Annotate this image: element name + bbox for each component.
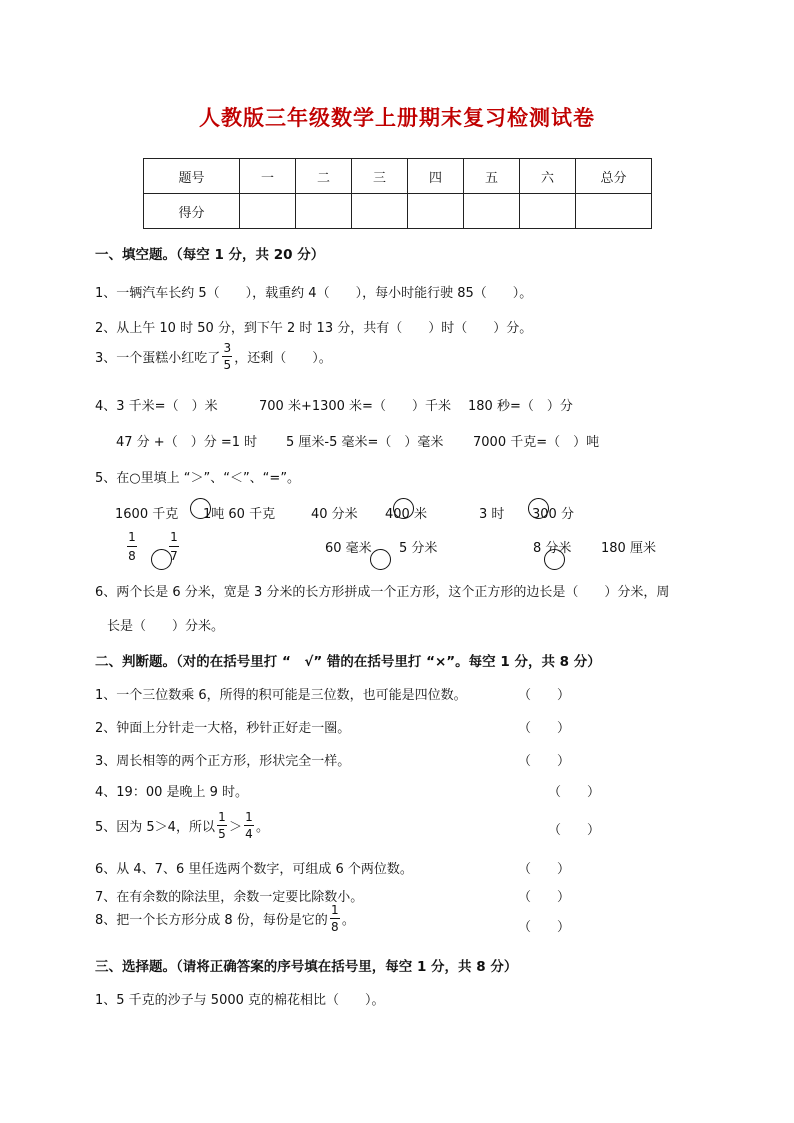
denominator: 8 [330,920,339,934]
score-table [143,158,652,229]
denominator: 4 [245,827,253,841]
score-table-header-row [144,159,652,194]
judge-item-1: 1、一个三位数乘 6，所得的积可能是三位数，也可能是四位数。 [95,688,467,703]
row-label: 得分 [144,194,240,229]
answer-paren[interactable]: （ ） [518,920,571,935]
fraction [244,810,254,841]
question-1-6-line1: 6、两个长是 6 分米，宽是 3 分米的长方形拼成一个正方形，这个正方形的边长是（ ）分米，周 [95,585,670,600]
score-cell[interactable] [296,194,352,229]
numerator: 1 [330,903,339,917]
question-1-1: 1、一辆汽车长约 5（ ），载重约 4（ ），每小时能行驶 85（ ）。 [95,286,533,301]
score-cell[interactable] [576,194,652,229]
answer-paren[interactable]: （ ） [548,823,601,838]
compare-c-left: 3 时 [479,507,505,522]
numerator: 3 [223,341,232,355]
question-1-4f: 7000 千克=（ ）吨 [473,435,600,450]
question-1-4e: 5 厘米-5 毫米=（ ）毫米 [286,435,444,450]
fraction [217,810,227,841]
fraction [222,341,232,372]
judge-item-5 [95,810,269,841]
header-cell: 题号 [144,159,240,194]
answer-paren[interactable]: （ ） [518,890,571,905]
header-cell: 二 [296,159,352,194]
judge-item-6: 6、从 4、7、6 里任选两个数字，可组成 6 个两位数。 [95,862,413,877]
question-1-3 [95,341,332,372]
question-1-4d: 47 分 +（ ）分 =1 时 [116,435,258,450]
fraction [127,530,137,563]
judge-8-prefix: 8、把一个长方形分成 8 份，每份是它的 [95,913,328,928]
compare-c-right: 300 分 [532,507,574,522]
judge-item-3: 3、周长相等的两个正方形，形状完全一样。 [95,754,351,769]
numerator: 1 [170,530,178,544]
greater-than: ＞ [228,820,242,835]
question-1-4c: 180 秒=（ ）分 [468,399,573,414]
question-1-6-line2: 长是（ ）分米。 [107,619,225,634]
question-1-2: 2、从上午 10 时 50 分，到下午 2 时 13 分，共有（ ）时（ ）分。 [95,321,533,336]
compare-circle[interactable] [370,549,391,570]
denominator: 5 [223,358,232,372]
fraction [169,530,179,563]
fraction [330,903,340,934]
compare-a-right: 1吨 60 千克 [203,507,276,522]
compare-f-left: 8 分米 [533,541,572,556]
question-1-5: 5、在○里填上 “＞”、“＜”、“=”。 [95,471,301,486]
header-cell: 五 [464,159,520,194]
period: 。 [341,913,355,928]
judge-item-2: 2、钟面上分针走一大格，秒针正好走一圈。 [95,721,351,736]
compare-b-left: 40 分米 [311,507,358,522]
header-cell: 四 [408,159,464,194]
period: 。 [255,820,269,835]
numerator: 1 [245,810,253,824]
compare-a-left: 1600 千克 [115,507,179,522]
score-cell[interactable] [352,194,408,229]
score-cell[interactable] [464,194,520,229]
numerator: 1 [128,530,136,544]
score-cell[interactable] [520,194,576,229]
section3-heading: 三、选择题。（请将正确答案的序号填在括号里，每空 1 分，共 8 分） [95,959,518,975]
score-cell[interactable] [408,194,464,229]
score-table-score-row [144,194,652,229]
choice-item-1: 1、5 千克的沙子与 5000 克的棉花相比（ ）。 [95,993,385,1008]
answer-paren[interactable]: （ ） [518,862,571,877]
compare-e-right: 5 分米 [399,541,438,556]
header-cell: 一 [240,159,296,194]
section2-heading: 二、判断题。（对的在括号里打 “ √” 错的在括号里打 “×”。每空 1 分，共 8 分） [95,654,601,670]
answer-paren[interactable]: （ ） [518,754,571,769]
compare-f-right: 180 厘米 [601,541,656,556]
denominator: 5 [218,827,226,841]
answer-paren[interactable]: （ ） [548,785,601,800]
numerator: 1 [218,810,226,824]
answer-paren[interactable]: （ ） [518,688,571,703]
denominator: 8 [128,549,136,563]
compare-b-right: 400 米 [385,507,427,522]
question-1-4a: 4、3 千米=（ ）米 [95,399,218,414]
header-cell: 总分 [576,159,652,194]
compare-e-left: 60 毫米 [325,541,372,556]
header-cell: 三 [352,159,408,194]
judge-item-7: 7、在有余数的除法里，余数一定要比除数小。 [95,890,364,905]
exam-title: 人教版三年级数学上册期末复习检测试卷 [199,106,595,130]
compare-circle[interactable] [544,549,565,570]
section1-heading: 一、填空题。（每空 1 分，共 20 分） [95,247,325,263]
judge-item-8 [95,903,355,934]
answer-paren[interactable]: （ ） [518,721,571,736]
header-cell: 六 [520,159,576,194]
q3-suffix: ，还剩（ ）。 [234,351,332,366]
question-1-4b: 700 米+1300 米=（ ）千米 [259,399,451,414]
q3-prefix: 3、一个蛋糕小红吃了 [95,351,221,366]
judge-5-prefix: 5、因为 5＞4，所以 [95,820,215,835]
score-cell[interactable] [240,194,296,229]
denominator: 7 [170,549,178,563]
judge-item-4: 4、19：00 是晚上 9 时。 [95,785,249,800]
